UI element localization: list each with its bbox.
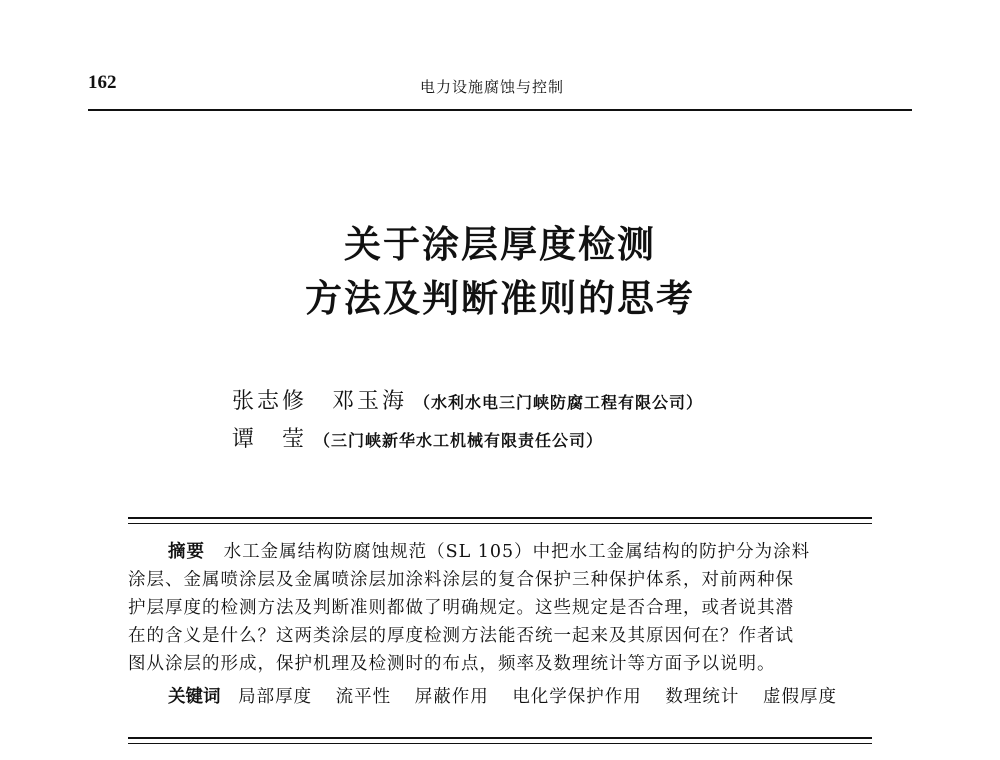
author-affiliation-2: （三门峡新华水工机械有限责任公司） — [314, 431, 604, 450]
header-rule — [88, 109, 912, 111]
abstract-line: 涂层、金属喷涂层及金属喷涂层加涂料涂层的复合保护三种保护体系，对前两种保 — [128, 570, 794, 590]
abstract-top-rule — [128, 517, 872, 519]
abstract-line — [128, 539, 872, 565]
author-names-2: 谭 莹 — [232, 427, 308, 452]
keyword: 屏蔽作用 — [414, 687, 489, 707]
keyword: 局部厚度 — [238, 687, 313, 707]
abstract-line: 护层厚度的检测方法及判断准则都做了明确规定。这些规定是否合理，或者说其潜 — [128, 598, 794, 618]
author-line-1 — [232, 384, 703, 415]
article-title-line-1: 关于涂层厚度检测 — [344, 222, 656, 266]
article-title-line-2: 方法及判断准则的思考 — [305, 276, 695, 320]
keyword: 电化学保护作用 — [512, 687, 642, 707]
abstract-bottom-rule-thin — [128, 743, 872, 744]
author-affiliation-1: （水利水电三门峡防腐工程有限公司） — [414, 393, 704, 412]
abstract-text: 水工金属结构防腐蚀规范（SL 105）中把水工金属结构的防护分为涂料 — [223, 542, 811, 562]
keywords-line — [168, 683, 855, 708]
abstract-line: 在的含义是什么？这两类涂层的厚度检测方法能否统一起来及其原因何在？作者试 — [128, 626, 794, 646]
author-line-2 — [232, 422, 603, 453]
page-number: 162 — [88, 72, 117, 93]
keywords-label: 关键词 — [168, 687, 221, 707]
abstract-line: 图从涂层的形成，保护机理及检测时的布点，频率及数理统计等方面予以说明。 — [128, 654, 776, 674]
author-names-1: 张志修 邓玉海 — [232, 389, 408, 414]
abstract-bottom-rule — [128, 737, 872, 739]
keyword: 流平性 — [335, 687, 392, 707]
abstract-top-rule-thin — [128, 523, 872, 524]
keyword: 虚假厚度 — [762, 687, 837, 707]
keyword: 数理统计 — [665, 687, 740, 707]
abstract-label: 摘要 — [168, 542, 205, 562]
running-title: 电力设施腐蚀与控制 — [420, 78, 565, 96]
